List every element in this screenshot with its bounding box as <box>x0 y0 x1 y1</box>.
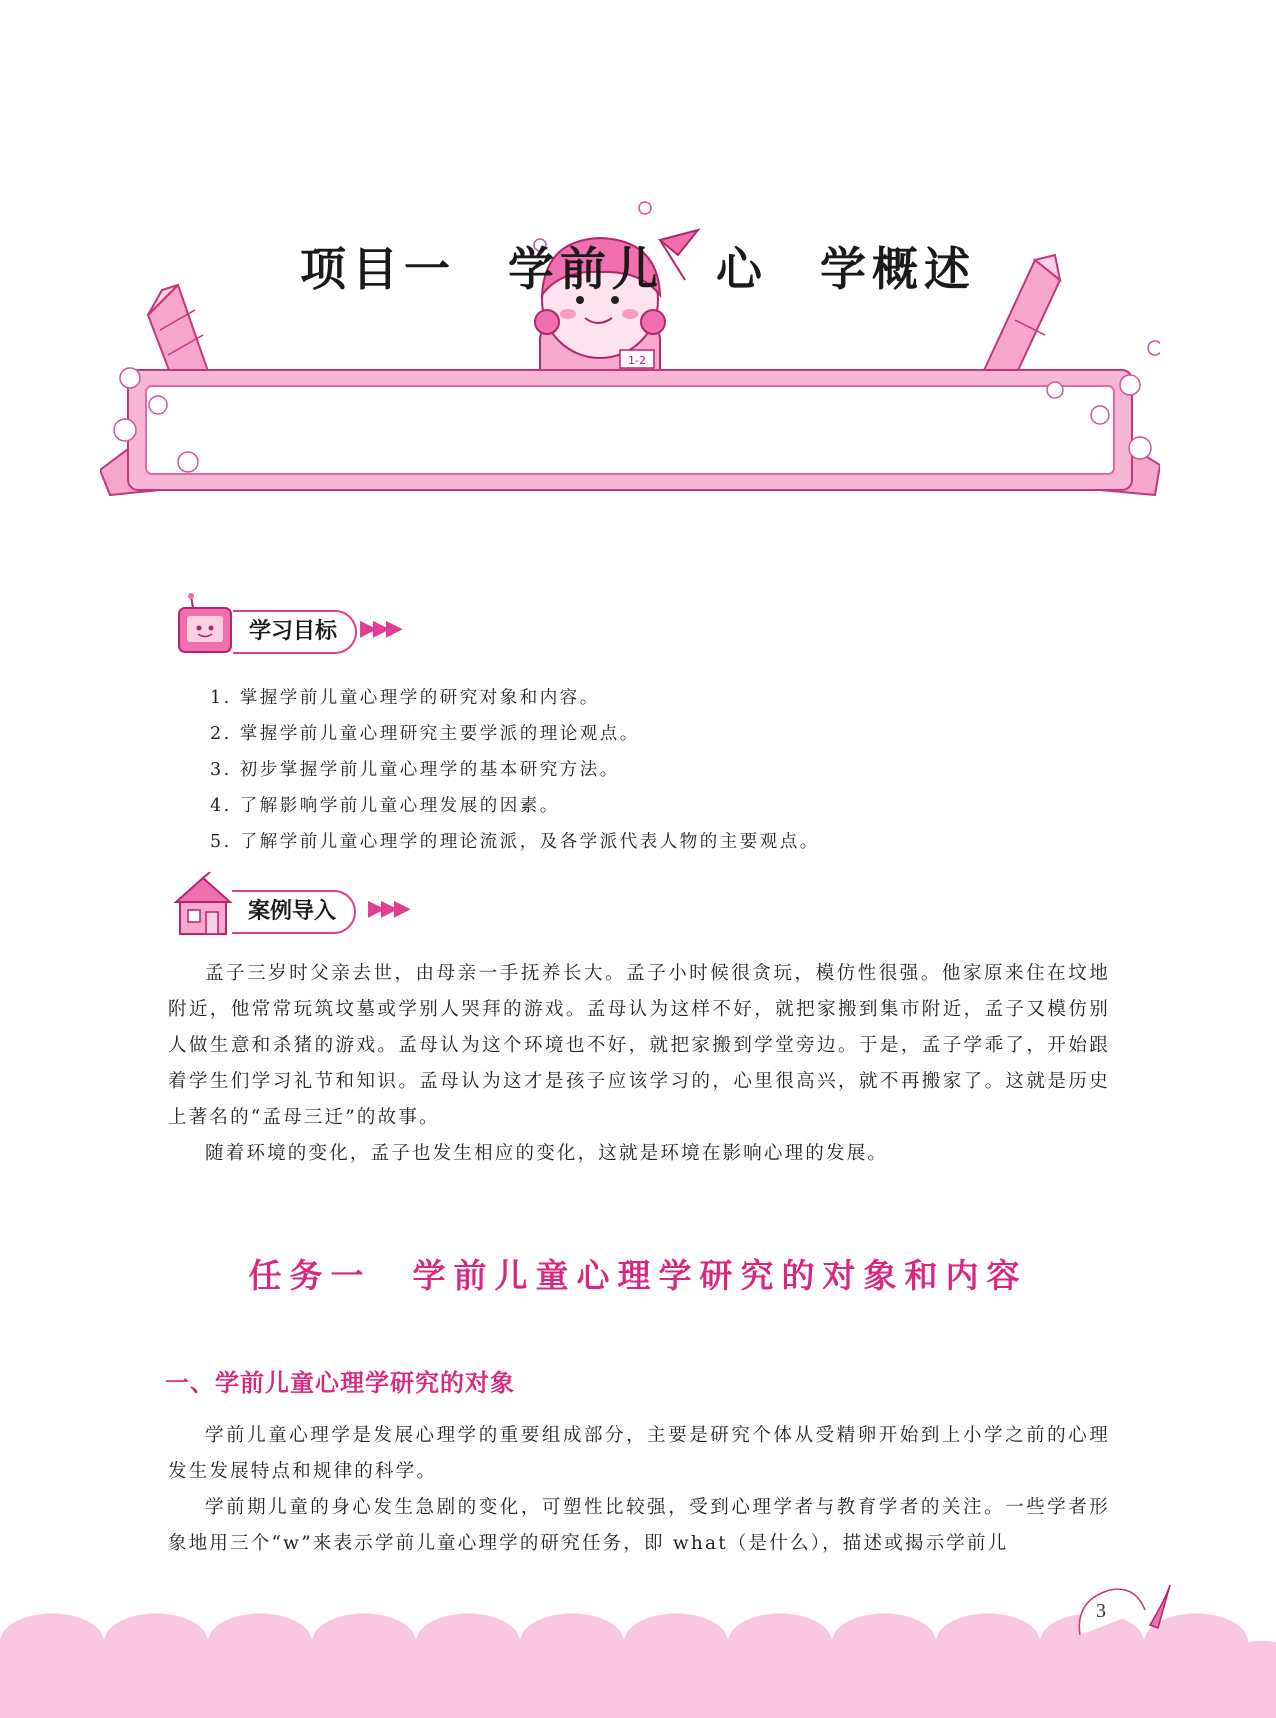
list-item: 2. 掌握学前儿童心理研究主要学派的理论观点。 <box>210 724 640 744</box>
chapter-title: 项目一 学前儿 心 学概述 <box>300 242 976 296</box>
house-icon <box>170 872 236 942</box>
learning-goals-label: 学习目标 <box>233 610 357 654</box>
learning-goals-tag <box>175 592 435 662</box>
case-paragraph: 孟子三岁时父亲去世，由母亲一手抚养长大。孟子小时候很贪玩，模仿性很强。他家原来住在坟地附近，他常常玩筑坟墓或学别人哭拜的游戏。孟母认为这样不好，就把家搬到集市附近，孟子又模仿别人做生意和杀猪的游戏。孟母认为这个环境也不好，就把家搬到学堂旁边。于是，孟子学乖了，开始跟着学生们学习礼节和知识。孟母认为这才是孩子应该学习的，心里很高兴，就不再搬家了。这就是历史上著名的“孟母三迁”的故事。 <box>168 963 1110 1128</box>
page-number: 3 <box>1096 1600 1106 1622</box>
learning-goals-list <box>210 680 820 860</box>
case-intro-label: 案例导入 <box>232 890 356 934</box>
body-paragraph: 学前儿童心理学是发展心理学的重要组成部分，主要是研究个体从受精卵开始到上小学之前的心理发生发展特点和规律的科学。 <box>168 1425 1110 1482</box>
list-item: 5. 了解学前儿童心理学的理论流派，及各学派代表人物的主要观点。 <box>210 832 820 852</box>
computer-icon <box>175 592 237 662</box>
girl-badge: 1-2 <box>628 354 646 367</box>
case-intro-tag <box>170 872 440 942</box>
case-paragraph: 随着环境的变化，孟子也发生相应的变化，这就是环境在影响心理的发展。 <box>205 1143 889 1164</box>
list-item: 1. 掌握学前儿童心理学的研究对象和内容。 <box>210 688 600 708</box>
list-item: 3. 初步掌握学前儿童心理学的基本研究方法。 <box>210 760 620 780</box>
case-intro-arrows: ▶▶▶ <box>368 896 407 921</box>
list-item: 4. 了解影响学前儿童心理发展的因素。 <box>210 796 560 816</box>
task-title: 任务一 学前儿童心理学研究的对象和内容 <box>248 1256 1028 1295</box>
learning-goals-arrows: ▶▶▶ <box>360 616 399 641</box>
body-paragraph: 学前期儿童的身心发生急剧的变化，可塑性比较强，受到心理学者与教育学者的关注。一些学者形象地用三个“w”来表示学前儿童心理学的研究任务，即 what（是什么），描述或揭示学前儿 <box>168 1497 1110 1554</box>
section-heading: 一、学前儿童心理学研究的对象 <box>165 1369 515 1397</box>
